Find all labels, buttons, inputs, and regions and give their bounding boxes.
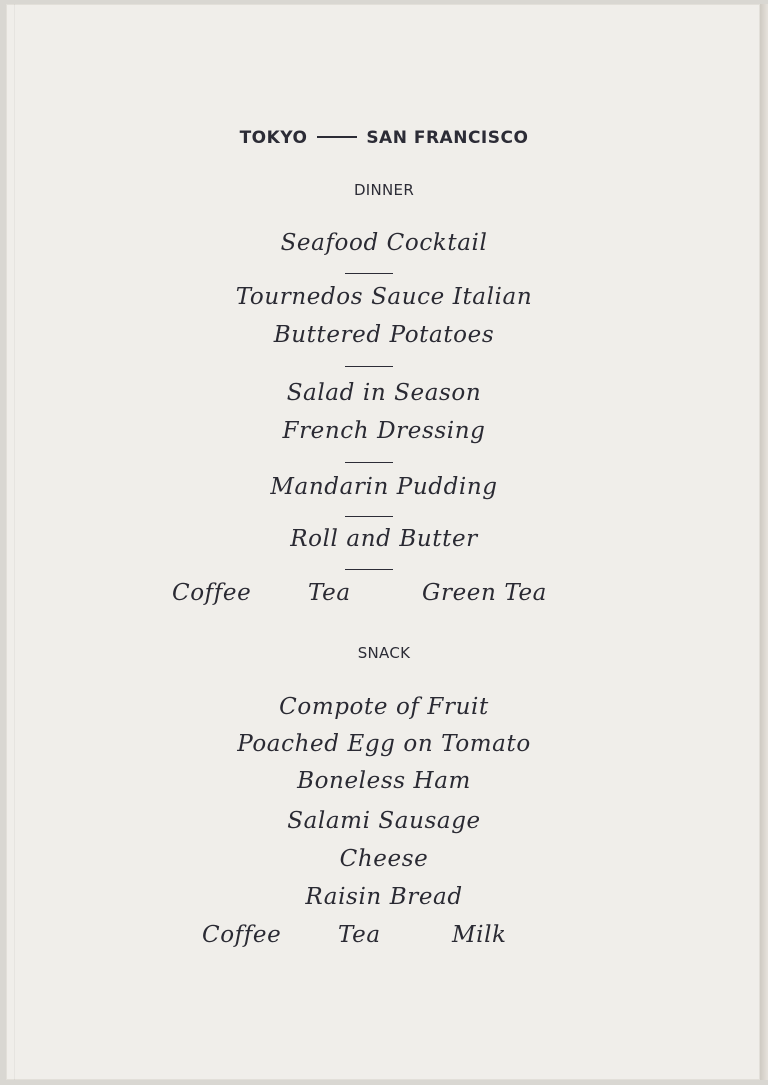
dinner-drink: Tea [308,580,351,606]
snack-drink: Milk [452,922,507,948]
dinner-drink: Coffee [172,580,252,606]
route-dash [317,136,357,138]
snack-item: Cheese [339,846,429,872]
route-origin: TOKYO [239,128,308,148]
snack-heading: SNACK [357,644,411,662]
snack-item: Raisin Bread [305,884,463,910]
snack-item: Salami Sausage [287,808,481,834]
divider-rule [345,273,393,274]
dinner-item: Salad in Season [286,380,482,406]
snack-item: Boneless Ham [297,768,471,794]
snack-item: Compote of Fruit [279,694,489,720]
divider-rule [345,366,393,367]
dinner-item: Roll and Butter [290,526,478,552]
dinner-drink: Green Tea [422,580,547,606]
dinner-item: Buttered Potatoes [273,322,495,348]
dinner-item: Seafood Cocktail [280,230,488,256]
dinner-item: French Dressing [282,418,486,444]
snack-drink: Tea [338,922,381,948]
snack-drink: Coffee [202,922,282,948]
dinner-item: Mandarin Pudding [270,474,498,500]
route-destination: SAN FRANCISCO [366,128,529,148]
route-title [0,128,768,148]
divider-rule [345,462,393,463]
divider-rule [345,516,393,517]
snack-item: Poached Egg on Tomato [237,731,531,757]
dinner-heading: DINNER [353,181,415,199]
dinner-item: Tournedos Sauce Italian [235,284,533,310]
divider-rule [345,569,393,570]
